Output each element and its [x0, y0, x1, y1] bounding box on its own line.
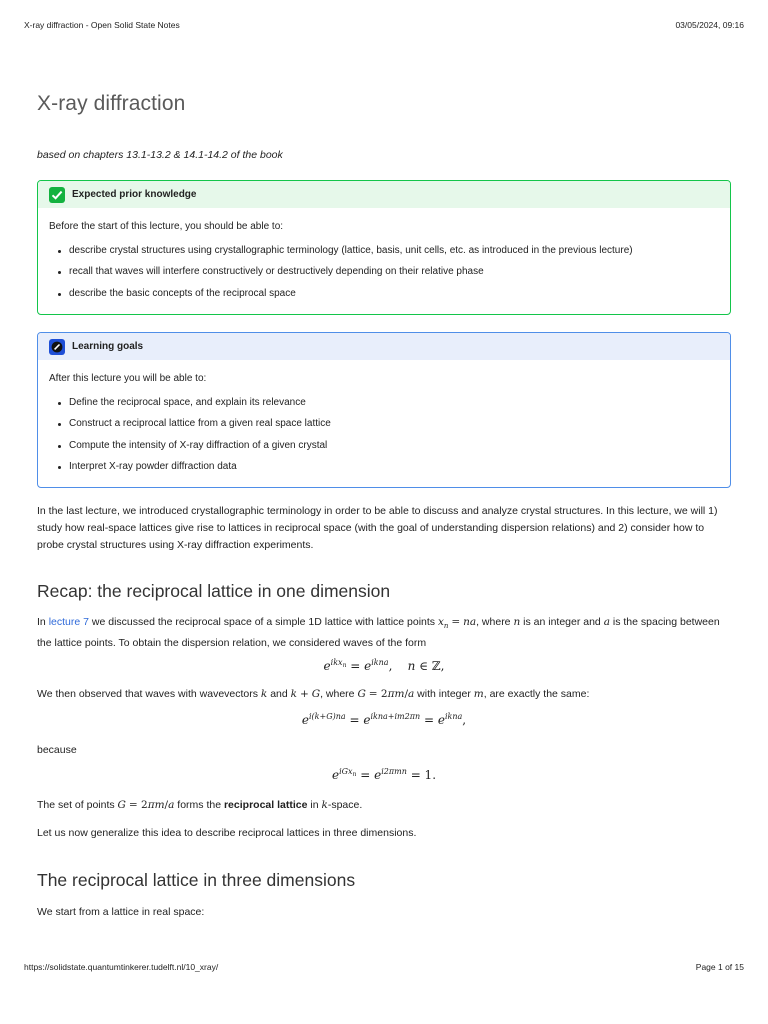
equation-periodicity: $e^{i(k+G)na} = e^{ikna+im2\pi n} = e^{ikna}$, [301, 712, 467, 727]
checkmark-icon [49, 187, 65, 203]
section-heading-recap: Recap: the reciprocal lattice in one dimension [37, 581, 391, 601]
equation-unity: $e^{iGx_n} = e^{i2\pi mn} = 1$. [331, 767, 437, 782]
page-subtitle: based on chapters 13.1-13.2 & 14.1-14.2 of the book [37, 149, 283, 161]
list-item: Construct a reciprocal lattice from a given real space lattice [69, 417, 719, 431]
list-item: Define the reciprocal space, and explain its relevance [69, 396, 719, 410]
print-footer [24, 962, 744, 974]
real-space-intro: We start from a lattice in real space: [37, 906, 205, 918]
recap-paragraph: In lecture 7 we discussed the reciprocal space of a simple 1D lattice with lattice points $x_n$ = na, where n is an integer and a is the spacing between the lattice points. To obtain the dispersion relation, we considered waves of the form [37, 616, 720, 650]
print-header [24, 20, 744, 32]
pencil-icon [49, 339, 65, 355]
list-item: Interpret X-ray powder diffraction data [69, 460, 719, 474]
list-item: recall that waves will interfere constructively or destructively depending on their relative phase [69, 265, 719, 279]
prior-knowledge-title: Expected prior knowledge [72, 189, 197, 200]
list-item: describe the basic concepts of the reciprocal space [69, 287, 719, 301]
document-title: X-ray diffraction - Open Solid State Notes [24, 20, 180, 30]
learning-goals-intro: After this lecture you will be able to: [49, 373, 207, 384]
print-datetime: 03/05/2024, 09:16 [675, 20, 744, 30]
prior-knowledge-intro: Before the start of this lecture, you should be able to: [49, 221, 284, 232]
prior-knowledge-box [37, 180, 731, 315]
reciprocal-lattice-definition: The set of points G = 2πm/a forms the reciprocal lattice in k-space. [37, 799, 363, 811]
list-item: describe crystal structures using crystallographic terminology (lattice, basis, unit cells, etc. as introduced in the previous lecture) [69, 244, 719, 258]
prior-knowledge-list [49, 244, 719, 301]
page-url: https://solidstate.quantumtinkerer.tudelft.nl/10_xray/ [24, 962, 219, 972]
equation-plane-wave: $e^{ikx_n} = e^{ikna}$, n ∈ ℤ, [323, 658, 445, 673]
learning-goals-header [38, 333, 730, 360]
intro-paragraph: In the last lecture, we introduced crystallographic terminology in order to be able to discuss and analyze crystal structures. In this lecture, we will 1) study how real-space lattices give rise to lattices in reciprocal space (with the goal of understanding dispersion relations) and 2) consider how to probe crystal structures using X-ray diffraction experiments. [37, 505, 718, 551]
learning-goals-title: Learning goals [72, 341, 144, 352]
section-heading-3d: The reciprocal lattice in three dimensions [37, 870, 356, 890]
learning-goals-box [37, 332, 731, 488]
lecture-7-link[interactable]: lecture 7 [48, 616, 89, 628]
page-number: Page 1 of 15 [695, 962, 744, 972]
wavevector-paragraph: We then observed that waves with wavevectors k and k + G, where G = 2πm/a with integer m, are exactly the same: [37, 688, 590, 700]
because-text: because [37, 744, 77, 756]
prior-knowledge-header [38, 181, 730, 208]
list-item: Compute the intensity of X-ray diffraction of a given crystal [69, 439, 719, 453]
generalize-paragraph: Let us now generalize this idea to describe reciprocal lattices in three dimensions. [37, 827, 417, 839]
learning-goals-list [49, 396, 719, 474]
page-title: X-ray diffraction [37, 92, 186, 115]
